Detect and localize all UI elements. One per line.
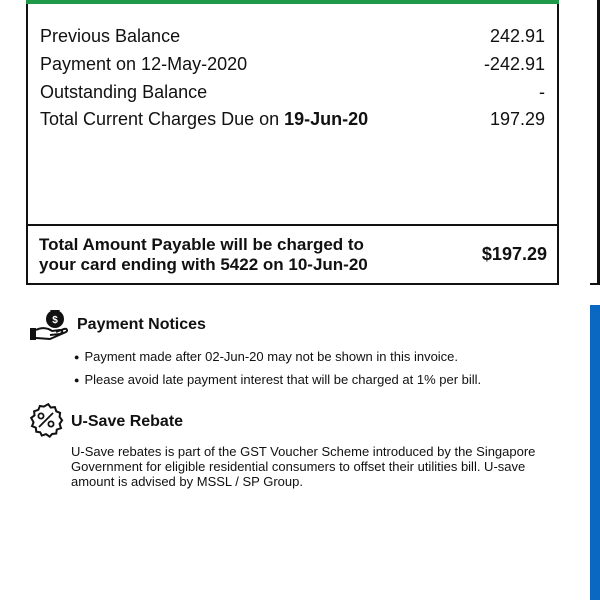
summary-row-value: 242.91 [489,26,545,46]
summary-row-label: Previous Balance [40,26,181,46]
summary-row-label: Payment on 12-May-2020 [40,54,248,74]
due-date: 19-Jun-20 [284,109,369,129]
usave-rebate-title: U-Save Rebate [71,413,184,430]
payment-notices-title: Payment Notices [77,316,206,333]
usave-rebate-description: U-Save rebates is part of the GST Voucher Scheme introduced by the Singapore Government for eligible residential consumers to offset their utilities bill. U-save amount is advised by MSSL / SP Group. [71,444,536,489]
summary-row [40,107,545,131]
total-payable-label-line2: your card ending with 5422 on 10-Jun-20 [39,255,368,274]
summary-row-label [40,107,368,131]
total-payable-label-line1: Total Amount Payable will be charged to [39,235,364,254]
summary-row [40,24,545,48]
percent-tag-icon [28,402,64,438]
summary-row-value: 197.29 [489,109,545,129]
list-item: ● Please avoid late payment interest that will be charged at 1% per bill. [74,369,481,392]
summary-row [40,80,545,104]
summary-row [40,52,545,76]
summary-row-value: - [539,82,545,102]
adjacent-page-blue-panel [590,305,600,600]
payment-notices-list [74,346,481,392]
adjacent-page-border-bottom [590,283,600,285]
summary-row-value: -242.91 [483,54,545,74]
current-charges-label: Total Current Charges Due on [40,109,285,129]
list-item: ● Payment made after 02-Jun-20 may not be shown in this invoice. [74,346,481,369]
svg-text:$: $ [52,315,58,326]
hand-money-bag-icon [28,306,70,342]
balance-summary-box [26,4,559,226]
total-payable-amount: $197.29 [481,244,547,264]
total-payable-box [26,226,559,285]
summary-row-label: Outstanding Balance [40,82,208,102]
total-payable-label [39,235,419,275]
